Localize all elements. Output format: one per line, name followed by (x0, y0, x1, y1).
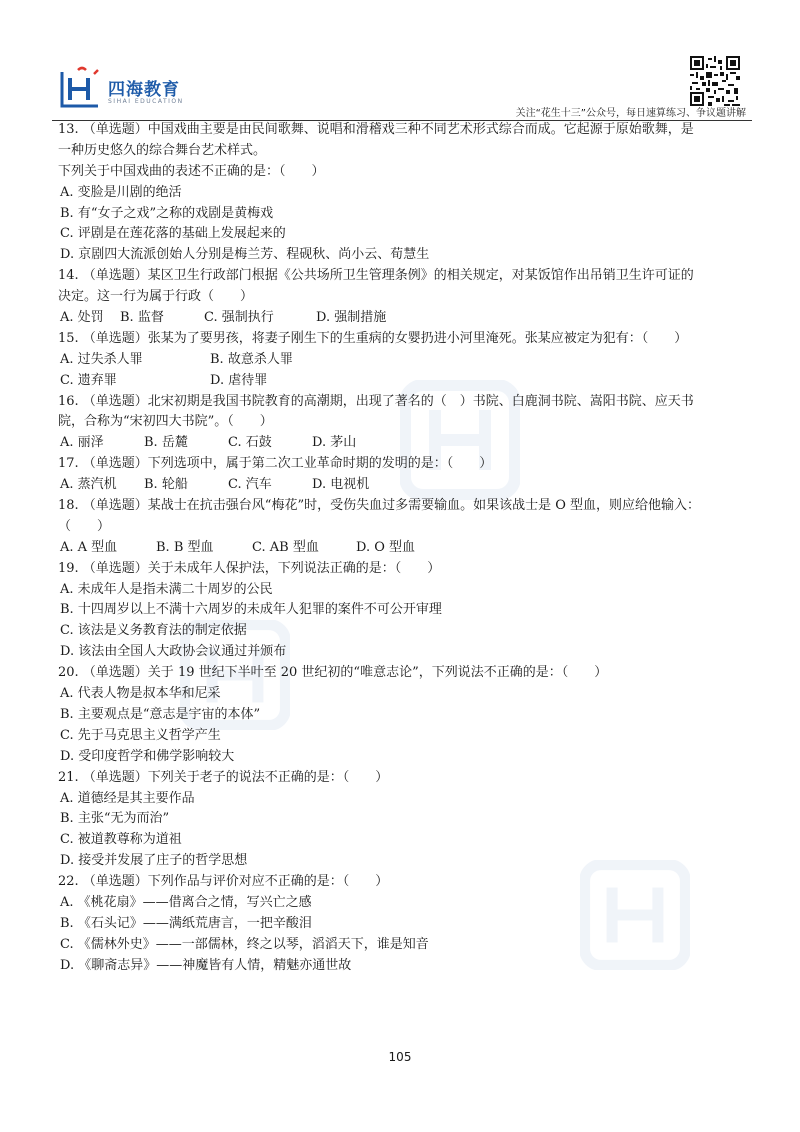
question-stem: 院，合称为“宋初四大书院”。（ ） (58, 414, 273, 430)
option-b: B. B 型血 (156, 539, 214, 555)
option-b: B. 岳麓 (144, 435, 188, 451)
option-a: A. 处罚 (60, 310, 104, 326)
page-header (52, 52, 752, 119)
option-a: A. 蒸汽机 (60, 477, 117, 493)
question-stem: 一种历史悠久的综合舞台艺术样式。 (58, 142, 267, 158)
option-d: D. 接受并发展了庄子的哲学思想 (60, 853, 248, 869)
question-21 (58, 768, 748, 872)
option-c: C. 《儒林外史》——一部儒林，终之以琴，滔滔天下，谁是知音 (60, 936, 429, 952)
option-a: A. 《桃花扇》——借离合之情，写兴亡之感 (60, 894, 312, 910)
question-stem: 19. （单选题）关于未成年人保护法，下列说法正确的是：（ ） (58, 560, 441, 576)
option-b: B. 有“女子之戏”之称的戏剧是黄梅戏 (60, 205, 274, 221)
question-17 (58, 454, 748, 496)
option-row (58, 371, 748, 392)
question-stem: （ ） (58, 518, 111, 534)
question-13 (58, 120, 748, 266)
brand-logo (58, 66, 298, 116)
option-c: C. 先于马克思主义哲学产生 (60, 727, 221, 743)
question-list (58, 120, 748, 977)
brand-subtitle: SIHAI EDUCATION (108, 98, 184, 105)
option-c: C. 被道教尊称为道祖 (60, 832, 182, 848)
option-row (58, 433, 748, 454)
option-a: A. 道德经是其主要作品 (60, 790, 195, 806)
question-stem: 20. （单选题）关于 19 世纪下半叶至 20 世纪初的“唯意志论”，下列说法不正确的是：（ ） (58, 665, 608, 681)
option-a: A. 代表人物是叔本华和尼采 (60, 686, 221, 702)
question-16 (58, 392, 748, 455)
option-c: C. AB 型血 (252, 539, 319, 555)
question-stem: 下列关于中国戏曲的表述不正确的是：（ ） (58, 163, 325, 179)
option-row (58, 475, 748, 496)
option-b: B. 主要观点是“意志是宇宙的本体” (60, 706, 261, 722)
option-d: D. 京剧四大流派创始人分别是梅兰芳、程砚秋、尚小云、荀慧生 (60, 247, 430, 263)
option-a: A. 变脸是川剧的绝活 (60, 184, 182, 200)
question-stem: 17. （单选题）下列选项中，属于第二次工业革命时期的发明的是：（ ） (58, 456, 493, 472)
option-d: D. 该法由全国人大政协会议通过并颁布 (60, 644, 287, 660)
wechat-notice: 关注“花生十三”公众号，每日速算练习、争议题讲解 (515, 108, 746, 119)
option-b: B. 《石头记》——满纸荒唐言，一把辛酸泪 (60, 915, 312, 931)
option-c: C. 该法是义务教育法的制定依据 (60, 623, 247, 639)
question-stem: 21. （单选题）下列关于老子的说法不正确的是：（ ） (58, 769, 389, 785)
option-a: A. 过失杀人罪 (60, 351, 143, 367)
option-d: D. 《聊斋志异》——神魔皆有人情，精魅亦通世故 (60, 957, 352, 973)
question-stem: 22. （单选题）下列作品与评价对应不正确的是：（ ） (58, 874, 389, 890)
question-stem: 16. （单选题）北宋初期是我国书院教育的高潮期，出现了著名的（ ）书院、白鹿洞书院、嵩阳书院、应天书 (58, 393, 694, 409)
option-b: B. 轮船 (144, 477, 188, 493)
option-c: C. 遗弃罪 (60, 372, 117, 388)
option-d: D. 虐待罪 (210, 372, 268, 388)
question-stem: 18. （单选题）某战士在抗击强台风“梅花”时，受伤失血过多需要输血。如果该战士是 O 型血，则应给他输入： (58, 498, 701, 514)
option-b: B. 十四周岁以上不满十六周岁的未成年人犯罪的案件不可公开审理 (60, 602, 442, 618)
question-15 (58, 329, 748, 392)
option-a: A. 未成年人是指未满二十周岁的公民 (60, 581, 273, 597)
option-a: A. 丽泽 (60, 435, 104, 451)
option-row (58, 308, 748, 329)
option-c: C. 石鼓 (228, 435, 272, 451)
option-c: C. 评剧是在莲花落的基础上发展起来的 (60, 226, 286, 242)
option-d: D. 受印度哲学和佛学影响较大 (60, 748, 235, 764)
option-b: B. 故意杀人罪 (210, 351, 293, 367)
option-c: C. 强制执行 (204, 310, 274, 326)
option-row (58, 350, 748, 371)
option-b: B. 主张“无为而治” (60, 811, 170, 827)
question-19 (58, 559, 748, 663)
option-d: D. 电视机 (312, 477, 370, 493)
option-d: D. O 型血 (356, 539, 416, 555)
page-number: 105 (388, 1050, 412, 1064)
option-d: D. 茅山 (312, 435, 357, 451)
question-stem: 15. （单选题）张某为了要男孩，将妻子刚生下的生重病的女婴扔进小河里淹死。张某应被定为犯有：（ ） (58, 330, 688, 346)
qr-code-icon (690, 56, 740, 106)
brand-logo-icon (58, 66, 102, 112)
option-d: D. 强制措施 (316, 310, 387, 326)
question-22 (58, 872, 748, 976)
question-14 (58, 266, 748, 329)
brand-name: 四海教育 (108, 80, 180, 100)
question-stem: 13. （单选题）中国戏曲主要是由民间歌舞、说唱和滑稽戏三种不同艺术形式综合而成。它起源于原始歌舞，是 (58, 122, 694, 137)
option-a: A. A 型血 (60, 539, 118, 555)
option-row (58, 538, 748, 559)
question-18 (58, 496, 748, 559)
option-c: C. 汽车 (228, 477, 272, 493)
question-20 (58, 663, 748, 767)
question-stem: 决定。这一行为属于行政（ ） (58, 289, 254, 305)
option-b: B. 监督 (120, 310, 164, 326)
question-stem: 14. （单选题）某区卫生行政部门根据《公共场所卫生管理条例》的相关规定，对某饭馆作出吊销卫生许可证的 (58, 268, 694, 284)
